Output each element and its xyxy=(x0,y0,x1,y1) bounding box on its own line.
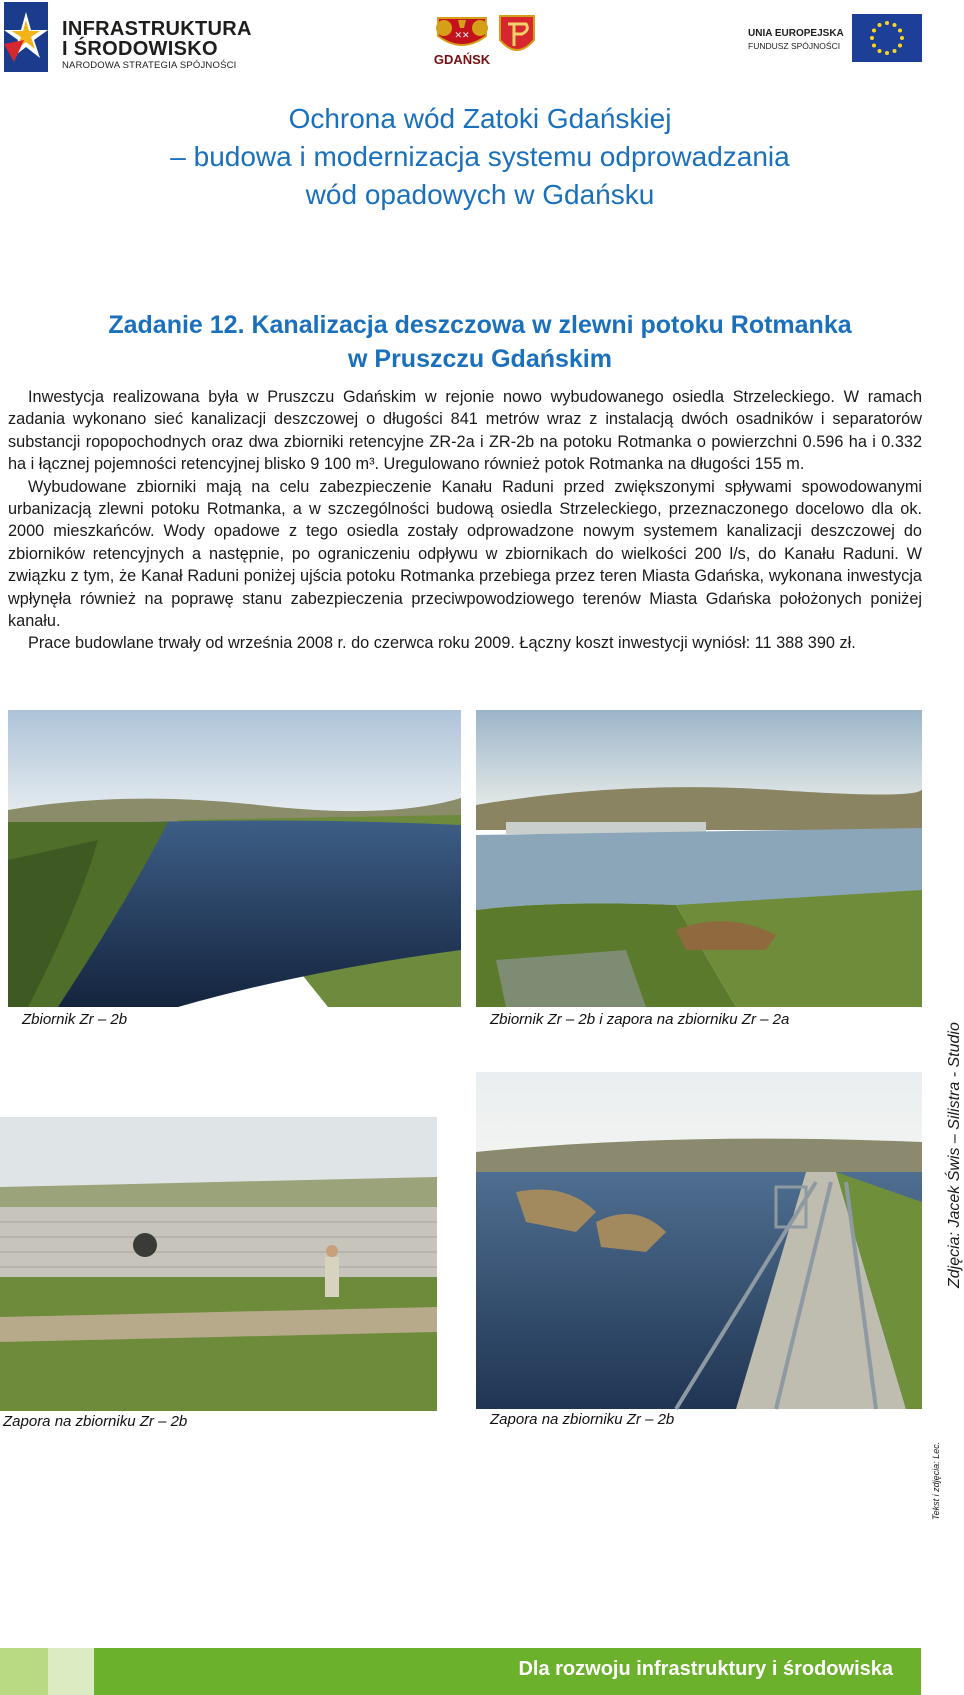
title-line2: – budowa i modernizacja systemu odprowadzania xyxy=(170,141,790,172)
body-paragraph: Wybudowane zbiorniki mają na celu zabezpieczenie Kanału Raduni przed zwiększonymi spływami spowodowanymi urbanizacją zlewni potoku Rotmanka, a w szczególności budową osiedla Strzeleckiego, przeznaczonego docelowo dla ok. 2000 mieszkańców. Wody opadowe z tego osiedla zostały odprowadzone nowym systemem kanalizacji deszczowej do zbiorników retencyjnych a następnie, po ograniczeniu odpływu w zbiornikach do wielkości 200 l/s, do Kanału Raduni. W związku z tym, że Kanał Raduni poniżej ujścia potoku Rotmanka przebiega przez teren Miasta Gdańska, wykonana inwestycja wpłynęła również na poprawę stanu zabezpieczenia przeciwpowodziowego terenów Miasta Gdańska położonych poniżej kanału. xyxy=(8,477,922,631)
program-logo xyxy=(4,2,252,76)
photo-dam-walkway xyxy=(476,1072,922,1409)
program-logo-line1: INFRASTRUKTURA xyxy=(62,18,252,40)
title-line1: Ochrona wód Zatoki Gdańskiej xyxy=(288,103,672,134)
program-logo-line3: NARODOWA STRATEGIA SPÓJNOŚCI xyxy=(62,60,237,71)
footer-segment xyxy=(48,1648,94,1695)
body-paragraph: Inwestycja realizowana była w Pruszczu Gdańskim w rejonie nowo wybudowanego osiedla Strzeleckiego. W ramach zadania wykonano sieć kanalizacji deszczowej o długości 841 metrów wraz z instalacją dwóch osadników i separatorów substancji ropopochodnych oraz dwa zbiorniki retencyjne ZR-2a i ZR-2b na potoku Rotmanka o powierzchni 0.596 ha i 0.332 ha i łącznej pojemności retencyjnej blisko 9 100 m³. Uregulowano również potok Rotmanka na długości 155 m. xyxy=(8,388,922,474)
city-logo-caption: GDAŃSK xyxy=(433,52,491,67)
task-heading xyxy=(40,308,920,376)
photo-reservoir-zr2b xyxy=(8,710,461,1007)
eu-logo-line2: FUNDUSZ SPÓJNOŚCI xyxy=(748,41,841,51)
photo-dam-with-walker xyxy=(0,1117,437,1411)
footer-bar xyxy=(0,1648,921,1695)
footer-segment xyxy=(0,1648,48,1695)
photo-reservoir-and-dam xyxy=(476,710,922,1007)
body-text xyxy=(8,386,922,655)
photo-caption: Zbiornik Zr – 2b xyxy=(22,1011,128,1028)
svg-text:✕✕: ✕✕ xyxy=(454,30,470,40)
photo-caption: Zbiornik Zr – 2b i zapora na zbiorniku Zr – 2a xyxy=(490,1011,790,1028)
footer-slogan: Dla rozwoju infrastruktury i środowiska xyxy=(518,1658,893,1680)
title-line3: wód opadowych w Gdańsku xyxy=(305,179,655,210)
photo-caption: Zapora na zbiorniku Zr – 2b xyxy=(3,1413,188,1430)
eu-logo xyxy=(748,14,926,64)
pruszcz-crest-icon xyxy=(498,14,536,60)
page-title xyxy=(80,100,880,214)
photo-caption: Zapora na zbiorniku Zr – 2b xyxy=(490,1411,675,1428)
gdansk-crest-icon xyxy=(430,14,494,54)
task-heading-line2: w Pruszczu Gdańskim xyxy=(348,345,612,373)
city-logo xyxy=(430,14,540,70)
task-heading-line1: Zadanie 12. Kanalizacja deszczowa w zlewni potoku Rotmanka xyxy=(108,311,852,339)
eu-logo-line1: UNIA EUROPEJSKA xyxy=(748,28,844,39)
program-star-icon xyxy=(4,2,50,74)
eu-flag-icon xyxy=(852,14,922,62)
body-paragraph: Prace budowlane trwały od września 2008 r. do czerwca roku 2009. Łączny koszt inwestycji wyniósł: 11 388 390 zł. xyxy=(28,634,856,653)
program-logo-line2: I ŚRODOWISKO xyxy=(62,38,218,60)
